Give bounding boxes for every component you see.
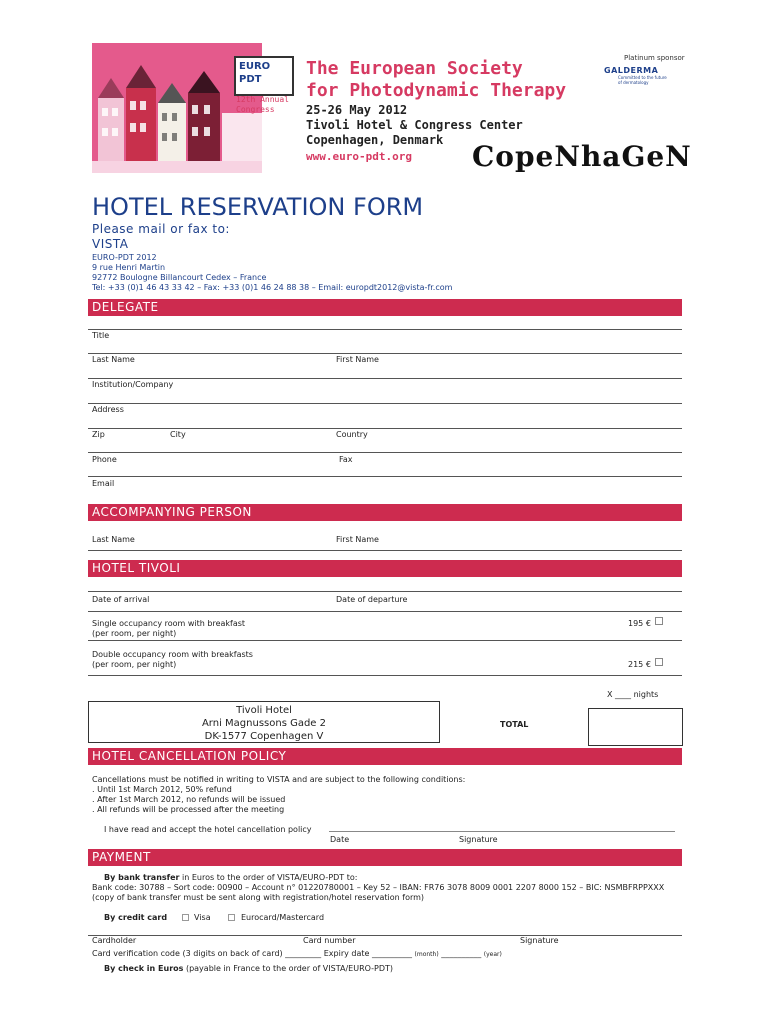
- visa-label: Visa: [194, 913, 211, 922]
- country-field[interactable]: [375, 428, 680, 452]
- divider: [88, 640, 682, 641]
- accompanying-last-name-field[interactable]: [140, 532, 330, 550]
- bank-transfer-line: [104, 873, 357, 882]
- hotel-name: Tivoli Hotel: [236, 705, 292, 716]
- agency-addr3: 92772 Boulogne Billancourt Cedex – France: [92, 273, 267, 282]
- eurocard-checkbox[interactable]: [228, 914, 235, 921]
- divider: [88, 550, 682, 551]
- sponsor-logo: [604, 66, 668, 92]
- accompanying-first-name-field[interactable]: [385, 532, 680, 550]
- year-label: (year): [483, 951, 502, 958]
- check-rest: (payable in France to the order of VISTA/EURO-PDT): [183, 964, 394, 973]
- bank-transfer-bold: By bank transfer: [104, 873, 180, 882]
- congress-city: Copenhagen, Denmark: [306, 133, 444, 147]
- city-label: City: [170, 430, 186, 439]
- card-verification-line[interactable]: [92, 949, 502, 958]
- verification-text: Card verification code (3 digits on back of card) _________ Expiry date __________: [92, 949, 412, 958]
- single-room-note: (per room, per night): [92, 629, 177, 638]
- congress-venue: Tivoli Hotel & Congress Center: [306, 118, 523, 132]
- institution-field[interactable]: [180, 378, 680, 403]
- sponsor-tagline: Committed to the future of dermatology: [618, 75, 667, 85]
- hotel-heading: HOTEL TIVOLI: [88, 560, 682, 577]
- eurocard-label: Eurocard/Mastercard: [241, 913, 325, 922]
- city-field[interactable]: [190, 428, 330, 452]
- society-name-line1: The European Society: [306, 58, 523, 79]
- society-name-line2: for Photodynamic Therapy: [306, 80, 567, 101]
- bank-note: (copy of bank transfer must be sent along with registration/hotel reservation form): [92, 893, 425, 902]
- year-blank: __________: [441, 949, 482, 958]
- institution-label: Institution/Company: [92, 380, 174, 389]
- cancellation-rule-3: . All refunds will be processed after the meeting: [92, 805, 285, 814]
- accept-policy-label: I have read and accept the hotel cancellation policy: [104, 825, 312, 834]
- arrival-field[interactable]: [160, 592, 330, 610]
- card-number-label: Card number: [303, 936, 356, 945]
- accept-date-label: Date: [330, 835, 350, 844]
- congress-dates: 25-26 May 2012: [306, 103, 408, 117]
- accompanying-heading: ACCOMPANYING PERSON: [88, 504, 682, 521]
- agency-name: VISTA: [92, 237, 129, 251]
- cancellation-rule-1: . Until 1st March 2012, 50% refund: [92, 785, 232, 794]
- title-label: Title: [92, 331, 110, 340]
- payment-heading: PAYMENT: [88, 849, 682, 866]
- total-label: TOTAL: [500, 720, 529, 729]
- single-room-price: 195 €: [628, 619, 651, 628]
- accept-signature-line[interactable]: [329, 831, 675, 832]
- accompanying-first-name-label: First Name: [336, 535, 379, 544]
- hotel-street: Arni Magnussons Gade 2: [201, 718, 327, 729]
- last-name-label: Last Name: [92, 355, 135, 364]
- double-room-price: 215 €: [628, 660, 651, 669]
- arrival-label: Date of arrival: [92, 595, 150, 604]
- title-field[interactable]: [120, 329, 680, 353]
- first-name-label: First Name: [336, 355, 379, 364]
- visa-checkbox[interactable]: [182, 914, 189, 921]
- hotel-address-box: [88, 701, 440, 743]
- form-subtitle: Please mail or fax to:: [92, 222, 230, 236]
- single-room-checkbox[interactable]: [655, 617, 663, 625]
- cancellation-intro: Cancellations must be notified in writing to VISTA and are subject to the following conditions:: [92, 775, 466, 784]
- phone-label: Phone: [92, 455, 117, 464]
- card-signature-label: Signature: [520, 936, 559, 945]
- delegate-heading: DELEGATE: [88, 299, 682, 316]
- europdt-logo: [234, 56, 294, 96]
- phone-field[interactable]: [125, 452, 330, 476]
- departure-field[interactable]: [415, 592, 680, 610]
- congress-edition: 12th Annual Congress: [236, 95, 289, 114]
- hotel-city: DK-1577 Copenhagen V: [204, 731, 324, 742]
- accept-signature-label: Signature: [459, 835, 498, 844]
- check-bold: By check in Euros: [104, 964, 184, 973]
- divider: [88, 675, 682, 676]
- month-label: (month): [414, 951, 439, 958]
- accompanying-last-name-label: Last Name: [92, 535, 135, 544]
- bank-details: Bank code: 30788 – Sort code: 00900 – Account n° 01220780001 – Key 52 – IBAN: FR76 3078 8009 0001 2207 8000 152 – BIC: NSMBFRPPXXX: [92, 883, 665, 892]
- nights-label[interactable]: X ____ nights: [607, 690, 659, 699]
- double-room-label: Double occupancy room with breakfasts: [92, 650, 253, 659]
- fax-label: Fax: [339, 455, 353, 464]
- check-line: [104, 964, 393, 973]
- double-room-note: (per room, per night): [92, 660, 177, 669]
- email-field[interactable]: [120, 476, 680, 498]
- departure-label: Date of departure: [336, 595, 408, 604]
- sponsor-label: Platinum sponsor: [624, 54, 685, 62]
- agency-addr1: EURO-PDT 2012: [92, 253, 157, 262]
- form-title: HOTEL RESERVATION FORM: [92, 193, 424, 221]
- last-name-field[interactable]: [140, 353, 330, 378]
- country-label: Country: [336, 430, 368, 439]
- cancellation-rule-2: . After 1st March 2012, no refunds will be issued: [92, 795, 286, 804]
- divider: [88, 935, 682, 936]
- credit-card-label: By credit card: [104, 913, 168, 922]
- congress-website[interactable]: www.euro-pdt.org: [306, 150, 412, 163]
- zip-field[interactable]: [110, 428, 165, 452]
- single-room-label: Single occupancy room with breakfast: [92, 619, 246, 628]
- divider: [88, 611, 682, 612]
- email-label: Email: [92, 479, 115, 488]
- cancellation-heading: HOTEL CANCELLATION POLICY: [88, 748, 682, 765]
- cardholder-label: Cardholder: [92, 936, 137, 945]
- sponsor-name: GALDERMA: [604, 66, 659, 75]
- address-field[interactable]: [130, 403, 680, 428]
- total-field[interactable]: [588, 708, 683, 746]
- first-name-field[interactable]: [385, 353, 680, 378]
- bank-transfer-rest: in Euros to the order of VISTA/EURO-PDT to:: [179, 873, 358, 882]
- double-room-checkbox[interactable]: [655, 658, 663, 666]
- agency-contact: Tel: +33 (0)1 46 43 33 42 – Fax: +33 (0)1 46 24 88 38 – Email: europdt2012@vista-fr.com: [92, 283, 453, 292]
- logo-text: EURO PDT: [239, 61, 271, 85]
- zip-label: Zip: [92, 430, 105, 439]
- agency-addr2: 9 rue Henri Martin: [92, 263, 166, 272]
- fax-field[interactable]: [360, 452, 680, 476]
- address-label: Address: [92, 405, 124, 414]
- copenhagen-wordmark: CopeNhaGeN: [472, 140, 692, 173]
